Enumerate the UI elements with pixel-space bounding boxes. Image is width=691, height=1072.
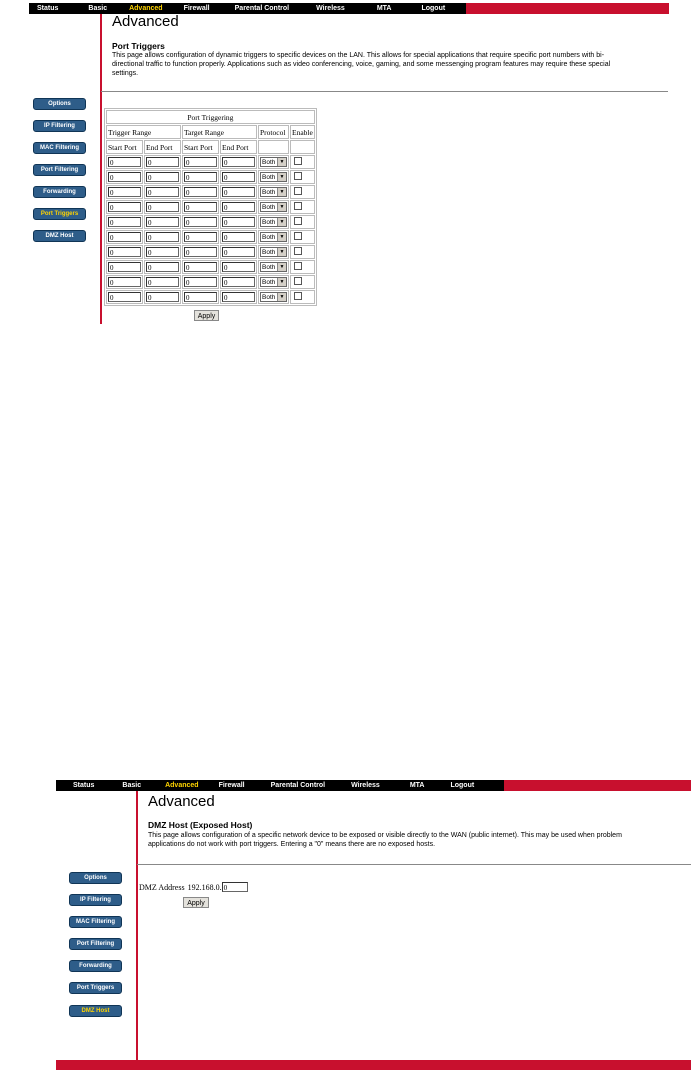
target-end-input[interactable]: 0 [222, 232, 255, 242]
protocol-select[interactable] [260, 202, 287, 212]
table-cell [182, 245, 219, 259]
nav-logout[interactable]: Logout [421, 5, 446, 12]
table-row [106, 230, 315, 244]
nav-basic[interactable]: Basic [88, 5, 108, 12]
table-cell [106, 185, 143, 199]
table-cell [290, 155, 315, 169]
trigger-end-input[interactable]: 0 [146, 262, 179, 272]
enable-checkbox[interactable] [294, 262, 302, 270]
table-cell [258, 155, 289, 169]
protocol-value: Both [262, 158, 276, 166]
enable-checkbox[interactable] [294, 202, 302, 210]
table-cell [290, 230, 315, 244]
trigger-start-input[interactable]: 0 [108, 187, 141, 197]
table-cell [290, 290, 315, 304]
enable-checkbox[interactable] [294, 292, 302, 300]
sidebar-item-options[interactable]: Options [33, 98, 86, 110]
target-end-input[interactable]: 0 [222, 157, 255, 167]
chevron-down-icon[interactable]: ▼ [277, 188, 286, 196]
protocol-select[interactable] [260, 187, 287, 197]
chevron-down-icon[interactable]: ▼ [277, 233, 286, 241]
target-start-input[interactable]: 0 [184, 172, 217, 182]
table-cell [290, 260, 315, 274]
chevron-down-icon[interactable]: ▼ [277, 218, 286, 226]
protocol-select[interactable] [260, 232, 287, 242]
target-end-input[interactable]: 0 [222, 187, 255, 197]
table-caption: Port Triggering [106, 110, 315, 124]
table-cell [258, 245, 289, 259]
trigger-start-header: Start Port [106, 140, 143, 154]
trigger-start-input[interactable]: 0 [108, 157, 141, 167]
table-cell [258, 275, 289, 289]
sidebar-item-dmz-host[interactable]: DMZ Host [33, 230, 86, 242]
sidebar-item-port-filtering[interactable]: Port Filtering [33, 164, 86, 176]
table-row [106, 185, 315, 199]
desc-line-1: This page allows configuration of dynamic triggers to specific devices on the LAN. This allows for special applications that require specific port numbers with bi- [112, 52, 605, 59]
trigger-range-header: Trigger Range [106, 125, 181, 139]
target-range-header: Target Range [182, 125, 257, 139]
sidebar-item-mac-filtering[interactable]: MAC Filtering [33, 142, 86, 154]
target-end-input[interactable]: 0 [222, 172, 255, 182]
trigger-end-input[interactable]: 0 [146, 202, 179, 212]
protocol-select[interactable] [260, 217, 287, 227]
section-title: DMZ Host (Exposed Host) [148, 820, 253, 830]
table-cell [220, 170, 257, 184]
target-start-input[interactable]: 0 [184, 232, 217, 242]
table-cell [106, 260, 143, 274]
dmz-address-prefix: 192.168.0. [187, 882, 222, 892]
table-cell [182, 170, 219, 184]
table-cell [220, 290, 257, 304]
target-end-input[interactable]: 0 [222, 292, 255, 302]
trigger-end-input[interactable]: 0 [146, 277, 179, 287]
protocol-select[interactable] [260, 277, 287, 287]
trigger-end-input[interactable]: 0 [146, 247, 179, 257]
enable-checkbox[interactable] [294, 277, 302, 285]
protocol-value: Both [262, 248, 276, 256]
empty-header-cell [258, 140, 289, 154]
target-end-input[interactable]: 0 [222, 262, 255, 272]
table-cell [290, 275, 315, 289]
table-cell [258, 260, 289, 274]
target-end-header: End Port [220, 140, 257, 154]
chevron-down-icon[interactable]: ▼ [277, 248, 286, 256]
table-row [106, 260, 315, 274]
chevron-down-icon[interactable]: ▼ [277, 278, 286, 286]
table-cell [144, 245, 181, 259]
protocol-value: Both [262, 203, 276, 211]
desc-line-3: settings. [112, 70, 139, 77]
table-cell [290, 215, 315, 229]
port-triggering-table [104, 108, 317, 306]
table-cell [106, 155, 143, 169]
target-start-input[interactable]: 0 [184, 217, 217, 227]
table-cell [106, 215, 143, 229]
target-start-input[interactable]: 0 [184, 202, 217, 212]
enable-checkbox[interactable] [294, 247, 302, 255]
protocol-header: Protocol [258, 125, 289, 139]
table-cell [106, 170, 143, 184]
sidebar-item-options[interactable]: Options [69, 872, 122, 884]
table-cell [290, 185, 315, 199]
chevron-down-icon[interactable]: ▼ [277, 203, 286, 211]
chevron-down-icon[interactable]: ▼ [277, 173, 286, 181]
trigger-start-input[interactable]: 0 [108, 172, 141, 182]
sidebar-item-port-filtering[interactable]: Port Filtering [69, 938, 122, 950]
sidebar-item-mac-filtering[interactable]: MAC Filtering [69, 916, 122, 928]
table-cell [220, 230, 257, 244]
nav-logout[interactable]: Logout [450, 782, 475, 789]
nav-mta[interactable]: MTA [409, 782, 425, 789]
table-row [106, 275, 315, 289]
trigger-start-input[interactable]: 0 [108, 247, 141, 257]
trigger-end-header: End Port [144, 140, 181, 154]
table-cell [144, 155, 181, 169]
table-cell [258, 200, 289, 214]
table-cell [144, 230, 181, 244]
trigger-end-input[interactable]: 0 [146, 172, 179, 182]
target-end-input[interactable]: 0 [222, 247, 255, 257]
table-cell [290, 245, 315, 259]
enable-checkbox[interactable] [294, 232, 302, 240]
protocol-value: Both [262, 173, 276, 181]
table-cell [106, 230, 143, 244]
dmz-address-label: DMZ Address [139, 882, 185, 892]
table-cell [182, 185, 219, 199]
table-cell [258, 230, 289, 244]
header-rule [101, 91, 668, 92]
table-cell [106, 275, 143, 289]
nav-firewall[interactable]: Firewall [218, 782, 245, 789]
target-start-input[interactable]: 0 [184, 247, 217, 257]
table-cell [220, 155, 257, 169]
trigger-start-input[interactable]: 0 [108, 277, 141, 287]
nav-status[interactable]: Status [37, 5, 59, 12]
section-description [148, 831, 688, 849]
trigger-start-input[interactable]: 0 [108, 232, 141, 242]
table-cell [182, 275, 219, 289]
trigger-end-input[interactable]: 0 [146, 217, 179, 227]
enable-checkbox[interactable] [294, 187, 302, 195]
enable-checkbox[interactable] [294, 172, 302, 180]
trigger-end-input[interactable]: 0 [146, 292, 179, 302]
table-cell [144, 185, 181, 199]
trigger-start-input[interactable]: 0 [108, 262, 141, 272]
header-rule [137, 864, 691, 865]
desc-line-1: This page allows configuration of a specific network device to be exposed or visible directly to the WAN (public internet). This may be used when problem [148, 832, 622, 839]
trigger-end-input[interactable]: 0 [146, 157, 179, 167]
nav-advanced[interactable]: Advanced [165, 782, 199, 789]
protocol-value: Both [262, 278, 276, 286]
table-cell [220, 185, 257, 199]
table-cell [258, 215, 289, 229]
sidebar-item-port-triggers[interactable]: Port Triggers [69, 982, 122, 994]
sidebar-item-ip-filtering[interactable]: IP Filtering [69, 894, 122, 906]
table-cell [144, 290, 181, 304]
sidebar-item-port-triggers[interactable]: Port Triggers [33, 208, 86, 220]
table-cell [258, 290, 289, 304]
nav-parental-control[interactable]: Parental Control [234, 5, 290, 12]
page-title: Advanced [148, 793, 215, 810]
apply-button[interactable]: Apply [183, 897, 209, 908]
protocol-select[interactable] [260, 262, 287, 272]
empty-header-cell [290, 140, 315, 154]
chevron-down-icon[interactable]: ▼ [277, 158, 286, 166]
nav-mta[interactable]: MTA [376, 5, 392, 12]
chevron-down-icon[interactable]: ▼ [277, 263, 286, 271]
table-cell [144, 170, 181, 184]
table-cell [220, 200, 257, 214]
table-cell [290, 200, 315, 214]
protocol-value: Both [262, 233, 276, 241]
table-cell [220, 245, 257, 259]
table-cell [290, 170, 315, 184]
table-cell [182, 215, 219, 229]
table-cell [182, 230, 219, 244]
protocol-value: Both [262, 263, 276, 271]
table-cell [106, 290, 143, 304]
trigger-start-input[interactable]: 0 [108, 217, 141, 227]
dmz-address-row [139, 882, 248, 892]
target-start-input[interactable]: 0 [184, 157, 217, 167]
protocol-value: Both [262, 218, 276, 226]
table-row [106, 170, 315, 184]
table-cell [220, 275, 257, 289]
content-divider [136, 791, 138, 1061]
target-end-input[interactable]: 0 [222, 277, 255, 287]
dmz-address-input[interactable]: 0 [222, 882, 248, 892]
sidebar-item-forwarding[interactable]: Forwarding [69, 960, 122, 972]
trigger-start-input[interactable]: 0 [108, 292, 141, 302]
protocol-select[interactable] [260, 247, 287, 257]
nav-red-fill [504, 780, 691, 791]
table-cell [106, 245, 143, 259]
sidebar-item-ip-filtering[interactable]: IP Filtering [33, 120, 86, 132]
protocol-value: Both [262, 293, 276, 301]
table-row [106, 245, 315, 259]
table-cell [144, 200, 181, 214]
trigger-end-input[interactable]: 0 [146, 232, 179, 242]
table-cell [258, 185, 289, 199]
nav-status[interactable]: Status [73, 782, 95, 789]
enable-header: Enable [290, 125, 315, 139]
table-cell [144, 260, 181, 274]
desc-line-2: applications do not work with port triggers. Entering a "0" means there are no exposed hosts. [148, 841, 436, 848]
target-start-input[interactable]: 0 [184, 262, 217, 272]
target-start-input[interactable]: 0 [184, 292, 217, 302]
section-title: Port Triggers [112, 41, 165, 51]
table-cell [182, 260, 219, 274]
target-start-input[interactable]: 0 [184, 187, 217, 197]
table-row [106, 290, 315, 304]
enable-checkbox[interactable] [294, 157, 302, 165]
nav-basic[interactable]: Basic [122, 782, 142, 789]
sidebar-item-forwarding[interactable]: Forwarding [33, 186, 86, 198]
protocol-select[interactable] [260, 157, 287, 167]
nav-wireless[interactable]: Wireless [351, 782, 380, 789]
desc-line-2: directional traffic to function properly. Applications such as video conferencing, voice, gaming, and some messenging program features may require these special [112, 61, 611, 68]
target-start-input[interactable]: 0 [184, 277, 217, 287]
target-end-input[interactable]: 0 [222, 202, 255, 212]
trigger-start-input[interactable]: 0 [108, 202, 141, 212]
table-cell [182, 200, 219, 214]
table-cell [144, 275, 181, 289]
protocol-select[interactable] [260, 292, 287, 302]
table-cell [258, 170, 289, 184]
footer-red-bar [56, 1060, 691, 1070]
table-row [106, 215, 315, 229]
table-cell [182, 290, 219, 304]
table-cell [220, 215, 257, 229]
top-nav-bar [56, 780, 691, 791]
nav-firewall[interactable]: Firewall [183, 5, 210, 12]
table-cell [144, 215, 181, 229]
nav-advanced[interactable]: Advanced [129, 5, 163, 12]
content-divider [100, 14, 102, 324]
enable-checkbox[interactable] [294, 217, 302, 225]
trigger-end-input[interactable]: 0 [146, 187, 179, 197]
protocol-select[interactable] [260, 172, 287, 182]
page-title: Advanced [112, 13, 179, 30]
nav-parental-control[interactable]: Parental Control [270, 782, 326, 789]
protocol-value: Both [262, 188, 276, 196]
target-start-header: Start Port [182, 140, 219, 154]
table-cell [106, 200, 143, 214]
table-cell [182, 155, 219, 169]
table-row [106, 155, 315, 169]
table-cell [220, 260, 257, 274]
nav-red-fill [466, 3, 669, 14]
target-end-input[interactable]: 0 [222, 217, 255, 227]
apply-button[interactable]: Apply [194, 310, 219, 321]
sidebar-item-dmz-host[interactable]: DMZ Host [69, 1005, 122, 1017]
chevron-down-icon[interactable]: ▼ [277, 293, 286, 301]
table-row [106, 200, 315, 214]
nav-wireless[interactable]: Wireless [316, 5, 345, 12]
section-description [112, 51, 672, 78]
